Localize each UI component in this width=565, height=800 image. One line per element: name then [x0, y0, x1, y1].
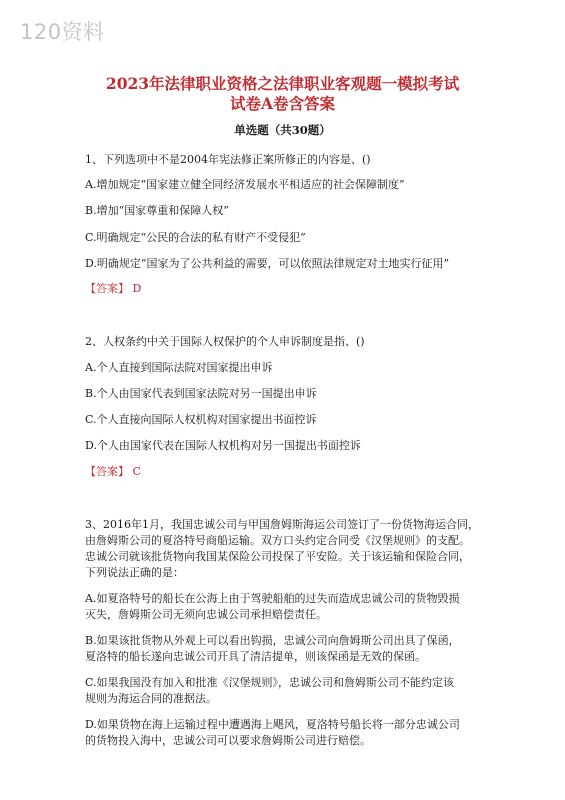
question-3-option-c-line-2: 规则为海运合同的准据法。 — [85, 692, 217, 705]
question-3-option-d-line-1: D.如果货物在海上运输过程中遭遇海上飓风，夏洛特号船长将一部分忠诚公司 — [85, 718, 460, 731]
question-3-stem-line-3: 忠诚公司就该批货物向我国某保险公司投保了平安险。关于该运输和保险合同， — [85, 550, 470, 563]
document-title-line-2: 试卷A卷含答案 — [229, 94, 336, 113]
question-1-option-c: C.明确规定“公民的合法的私有财产不受侵犯” — [85, 231, 306, 244]
question-2-option-a: A.个人直接到国际法院对国家提出申诉 — [85, 361, 273, 374]
question-1-option-a: A.增加规定“国家建立健全同经济发展水平相适应的社会保障制度” — [85, 178, 405, 191]
watermark-logo: 120资料 — [20, 20, 105, 44]
question-3-option-c-line-1: C.如果我国没有加入和批准《汉堡规则》，忠诚公司和詹姆斯公司不能约定该 — [85, 676, 455, 689]
question-3-option-b-line-2: 夏洛特的船长遂向忠诚公司开具了清洁提单，则该保函是无效的保函。 — [85, 650, 426, 663]
question-3-option-a-line-2: 灭失，詹姆斯公司无须向忠诚公司承担赔偿责任。 — [85, 608, 327, 621]
question-3-stem-line-1: 3、2016年1月，我国忠诚公司与甲国詹姆斯海运公司签订了一份货物海运合同， — [85, 518, 479, 531]
document-title-line-1: 2023年法律职业资格之法律职业客观题一模拟考试 — [105, 74, 460, 93]
question-1-answer: 【答案】 D — [85, 282, 142, 295]
question-3-option-b-line-1: B.如果该批货物从外观上可以看出钩损，忠诚公司向詹姆斯公司出具了保函， — [85, 634, 460, 647]
question-1-option-b: B.增加“国家尊重和保障人权” — [85, 204, 229, 217]
question-2-option-d: D.个人由国家代表在国际人权机构对另一国提出书面控诉 — [85, 439, 361, 452]
section-heading: 单选题（共30题） — [234, 123, 331, 137]
question-3-stem-line-2: 由詹姆斯公司的夏洛特号商船运输。双方口头约定合同受《汉堡规则》的支配。 — [85, 534, 470, 547]
question-3-option-d-line-2: 的货物投入海中，忠诚公司可以要求詹姆斯公司进行赔偿。 — [85, 734, 371, 747]
question-1-option-d: D.明确规定“国家为了公共利益的需要，可以依照法律规定对土地实行征用” — [85, 257, 450, 270]
question-3-option-a-line-1: A.如夏洛特号的船长在公海上由于驾驶船舶的过失而造成忠诚公司的货物毁损 — [85, 592, 460, 605]
question-3-stem-line-4: 下列说法正确的是： — [85, 566, 184, 579]
question-1-stem: 1、下列选项中不是2004年宪法修正案所修正的内容是、() — [85, 153, 371, 166]
question-2-answer: 【答案】 C — [85, 465, 141, 478]
question-2-option-b: B.个人由国家代表到国家法院对另一国提出申诉 — [85, 387, 317, 400]
question-2-stem: 2、人权条约中关于国际人权保护的个人申诉制度是指、() — [85, 335, 365, 348]
question-2-option-c: C.个人直接向国际人权机构对国家提出书面控诉 — [85, 413, 317, 426]
